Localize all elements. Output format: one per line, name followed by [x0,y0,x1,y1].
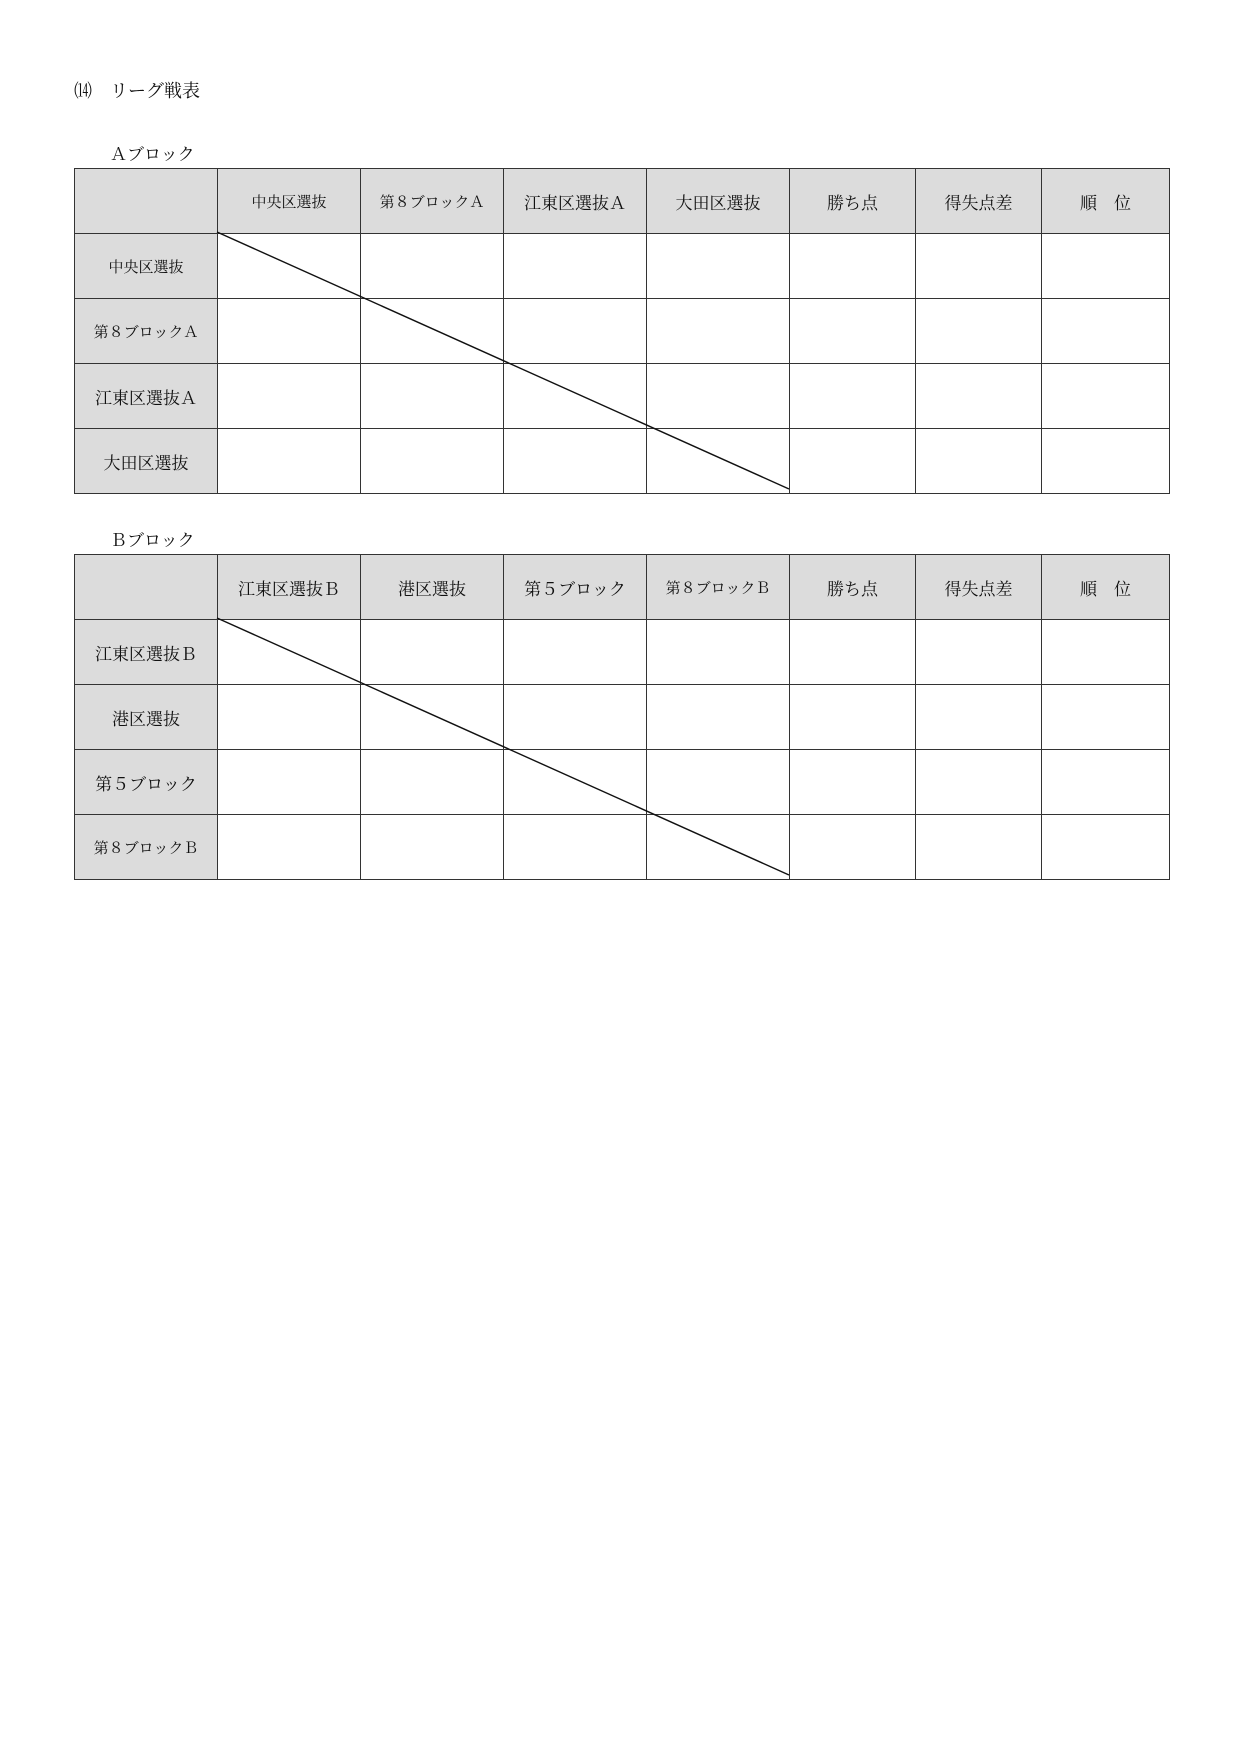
column-header-points: 勝ち点 [790,555,916,620]
column-header-team: 第８ブロックＡ [361,169,504,234]
row-header-team: 大田区選抜 [75,429,218,494]
points-cell [790,429,916,494]
result-cell [647,364,790,429]
points-cell [790,750,916,815]
result-cell [218,429,361,494]
self-match-cell [504,750,647,815]
result-cell [361,234,504,299]
column-header-team: 第８ブロックＢ [647,555,790,620]
rank-cell [1042,815,1170,880]
result-cell [218,750,361,815]
table-row [75,429,1170,494]
result-cell [504,234,647,299]
column-header-goal-difference: 得失点差 [916,555,1042,620]
rank-cell [1042,750,1170,815]
column-header-goal-difference: 得失点差 [916,169,1042,234]
section-title: ⒁ リーグ戦表 [74,81,200,102]
table-row [75,364,1170,429]
rank-cell [1042,364,1170,429]
goal-difference-cell [916,429,1042,494]
result-cell [504,685,647,750]
goal-difference-cell [916,364,1042,429]
column-header-team: 第５ブロック [504,555,647,620]
result-cell [361,815,504,880]
points-cell [790,815,916,880]
corner-cell [75,555,218,620]
result-cell [504,429,647,494]
self-match-cell [647,429,790,494]
row-header-team: 江東区選抜Ａ [75,364,218,429]
self-match-cell [361,299,504,364]
row-header-team: 江東区選抜Ｂ [75,620,218,685]
goal-difference-cell [916,685,1042,750]
league-table-block-b [74,554,1170,880]
goal-difference-cell [916,815,1042,880]
table-row [75,299,1170,364]
corner-cell [75,169,218,234]
block-b-title: Ｂブロック [110,531,195,551]
result-cell [218,685,361,750]
table-header-row [75,169,1170,234]
self-match-cell [218,620,361,685]
goal-difference-cell [916,750,1042,815]
result-cell [504,815,647,880]
result-cell [647,299,790,364]
result-cell [361,750,504,815]
rank-cell [1042,234,1170,299]
league-table-block-a [74,168,1170,494]
table-header-row [75,555,1170,620]
result-cell [504,620,647,685]
row-header-team: 第８ブロックＢ [75,815,218,880]
column-header-rank: 順 位 [1042,169,1170,234]
result-cell [361,364,504,429]
column-header-team: 江東区選抜Ｂ [218,555,361,620]
result-cell [504,299,647,364]
result-cell [647,234,790,299]
result-cell [647,620,790,685]
rank-cell [1042,685,1170,750]
result-cell [361,620,504,685]
table-row [75,685,1170,750]
column-header-team: 中央区選抜 [218,169,361,234]
self-match-cell [647,815,790,880]
result-cell [647,685,790,750]
rank-cell [1042,429,1170,494]
self-match-cell [504,364,647,429]
goal-difference-cell [916,620,1042,685]
points-cell [790,234,916,299]
points-cell [790,620,916,685]
table-row [75,815,1170,880]
column-header-rank: 順 位 [1042,555,1170,620]
goal-difference-cell [916,234,1042,299]
points-cell [790,685,916,750]
result-cell [218,815,361,880]
result-cell [218,299,361,364]
self-match-cell [361,685,504,750]
result-cell [647,750,790,815]
block-a-title: Ａブロック [110,145,195,165]
row-header-team: 港区選抜 [75,685,218,750]
result-cell [218,364,361,429]
rank-cell [1042,620,1170,685]
points-cell [790,299,916,364]
table-row [75,620,1170,685]
self-match-cell [218,234,361,299]
rank-cell [1042,299,1170,364]
goal-difference-cell [916,299,1042,364]
column-header-team: 港区選抜 [361,555,504,620]
table-row [75,750,1170,815]
row-header-team: 第５ブロック [75,750,218,815]
row-header-team: 第８ブロックＡ [75,299,218,364]
column-header-team: 大田区選抜 [647,169,790,234]
table-row [75,234,1170,299]
row-header-team: 中央区選抜 [75,234,218,299]
result-cell [361,429,504,494]
column-header-team: 江東区選抜Ａ [504,169,647,234]
points-cell [790,364,916,429]
column-header-points: 勝ち点 [790,169,916,234]
